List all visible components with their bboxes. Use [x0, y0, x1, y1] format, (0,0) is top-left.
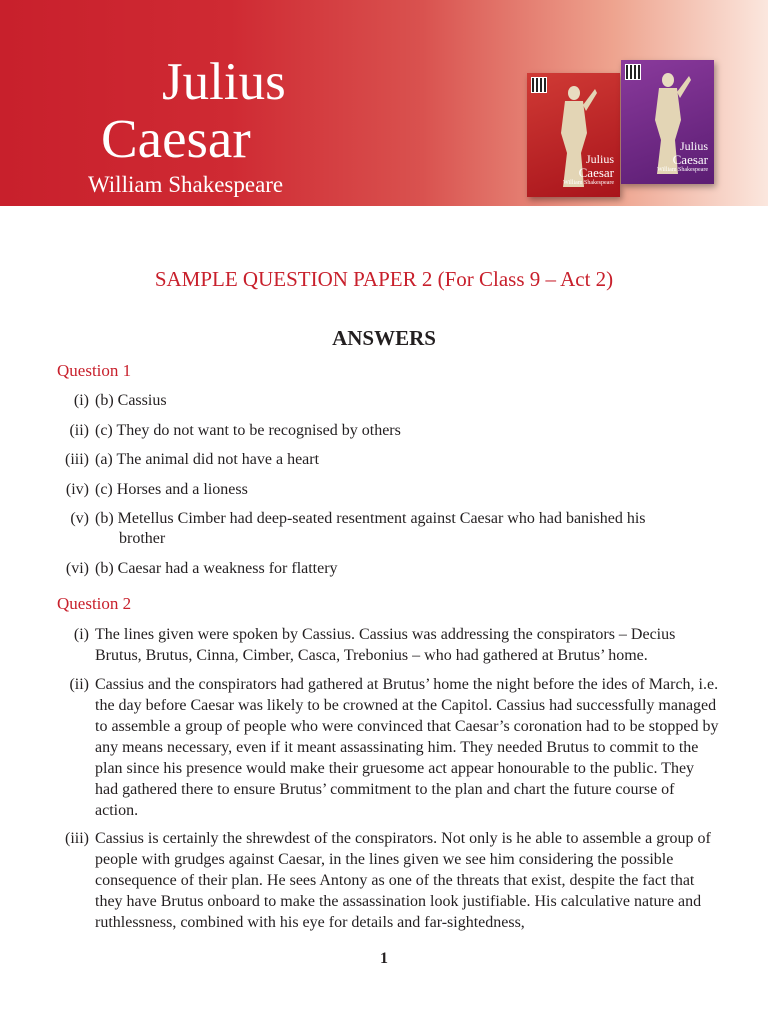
question2-heading: Question 2	[57, 594, 132, 613]
item-number: (vi)	[65, 560, 89, 577]
answer-paragraph: Cassius is certainly the shrewdest of the conspirators. Not only is he able to assemble a group of people with grudges against Caesar, in the lines given we see him considering the possible consequence of their plan. He sees Antony as one of the threats that exist, despite the fact that they have Brutus onboard to make the assassination look justifiable. His calculative nature and ruthlessness, combined with his eye for details and far-sightedness,	[95, 830, 711, 931]
item-number: (ii)	[69, 422, 89, 439]
item-number: (v)	[70, 510, 89, 527]
item-text: (c) Horses and a lioness	[95, 481, 248, 498]
book-title-line2: Caesar	[101, 108, 251, 169]
item-text: (b) Caesar had a weakness for flattery	[95, 560, 338, 577]
item-text: (c) They do not want to be recognised by others	[95, 422, 401, 439]
item-text: (b) Metellus Cimber had deep-seated resentment against Caesar who had banished his	[95, 510, 646, 527]
item-text: (b) Cassius	[95, 392, 167, 409]
item-number: (i)	[73, 626, 89, 643]
answer-paragraph: Cassius and the conspirators had gathered at Brutus’ home the night before the ides of March, i.e. the day before Caesar was likely to be crowned at the Capitol. Cassius had successfully managed to assemble a group of people who were convinced that Caesar’s coronation had to be stopped by any means necessary, even if it meant assassinating him. They needed Brutus to commit to the plan since his presence would make their gruesome act appear honourable to the public. They had gathered there to ensure Brutus’ commitment to the plan and chart the future course of action.	[95, 676, 719, 819]
cover-red-title2: Caesar	[578, 165, 614, 180]
item-number: (i)	[73, 392, 89, 409]
qr-code-icon	[531, 77, 547, 93]
paper-title: SAMPLE QUESTION PAPER 2 (For Class 9 – Act 2)	[154, 267, 614, 291]
book-cover-red	[527, 73, 620, 197]
book-cover-purple	[621, 60, 714, 184]
question1-heading: Question 1	[57, 361, 132, 380]
cover-purple-title1: Julius	[679, 139, 708, 153]
item-number: (ii)	[69, 676, 89, 693]
item-number: (iii)	[65, 830, 89, 847]
cover-purple-title2: Caesar	[672, 152, 708, 167]
header-banner	[0, 0, 768, 206]
answer-paragraph: The lines given were spoken by Cassius. Cassius was addressing the conspirators – Decius Brutus, Brutus, Cinna, Cimber, Casca, Trebonius – who had gathered at Brutus’ home.	[95, 626, 676, 664]
item-number: (iii)	[65, 451, 89, 468]
item-text: (a) The animal did not have a heart	[95, 451, 320, 468]
book-author: William Shakespeare	[88, 172, 284, 197]
answers-heading: ANSWERS	[332, 326, 436, 350]
item-text-continued: brother	[119, 530, 166, 547]
item-number: (iv)	[65, 481, 89, 498]
qr-code-icon	[625, 64, 641, 80]
cover-red-title1: Julius	[585, 152, 614, 166]
page-number: 1	[380, 950, 388, 967]
list-item	[55, 508, 715, 552]
book-title-line1: Julius	[162, 53, 286, 111]
cover-red-author: William Shakespeare	[563, 180, 614, 186]
cover-purple-author: William Shakespeare	[657, 167, 708, 173]
